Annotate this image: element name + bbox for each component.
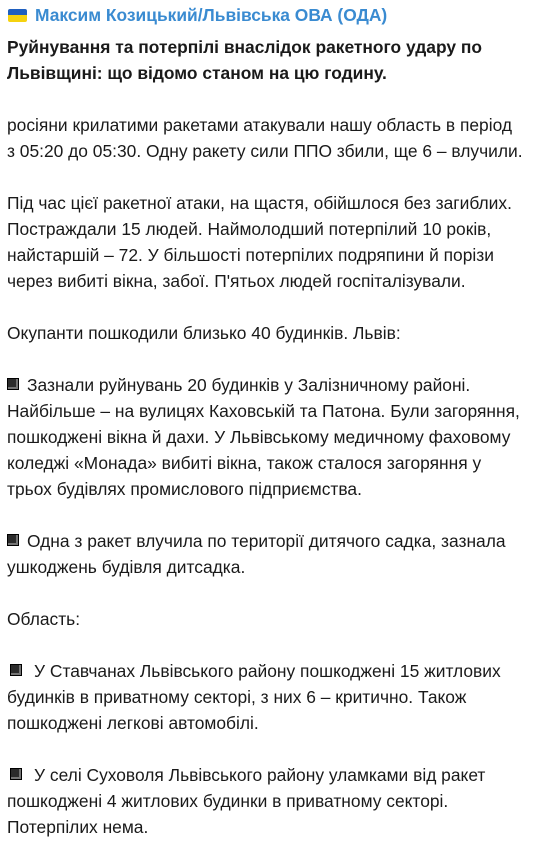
headline-line: Львівщині: що відомо станом на цю годину.	[7, 63, 387, 83]
ukraine-flag-icon	[8, 9, 27, 22]
text-line	[7, 372, 534, 398]
text-line: трьох будівлях промислового підприємства.	[7, 479, 362, 499]
text-line	[7, 528, 534, 554]
black-square-bullet-icon	[10, 664, 22, 676]
post-headline	[7, 34, 534, 86]
text-line	[7, 762, 534, 788]
paragraph-damage-summary	[7, 320, 534, 346]
flag-yellow-stripe	[8, 15, 27, 22]
text-line: росіяни крилатими ракетами атакували нашу область в період	[7, 115, 513, 135]
bullet-sukhovolia	[7, 762, 534, 840]
text-line: будинків в приватному секторі, з них 6 – критично. Також	[7, 687, 467, 707]
text-line: пошкоджені вікна й дахи. У Львівському медичному фаховому	[7, 427, 511, 447]
text-line: найстаршій – 72. У більшості потерпілих подряпини й порізи	[7, 245, 494, 265]
bullet-zaliznychnyi	[7, 372, 534, 502]
text-line: коледжі «Монада» вибиті вікна, також сталося загоряння у	[7, 453, 482, 473]
paragraph-attack-time	[7, 112, 534, 164]
text-line: Постраждали 15 людей. Наймолодший потерпілий 10 років,	[7, 219, 492, 239]
black-square-bullet-icon	[10, 768, 22, 780]
text-line: Потерпілих нема.	[7, 817, 149, 837]
text-line: пошкоджені легкові автомобілі.	[7, 713, 259, 733]
bullet-text: Зазнали руйнувань 20 будинків у Залізничному районі.	[27, 375, 471, 395]
text-line: з 05:20 до 05:30. Одну ракету сили ППО збили, ще 6 – влучили.	[7, 141, 523, 161]
bullet-text: Одна з ракет влучила по території дитячого садка, зазнала	[27, 531, 506, 551]
text-line: ушкоджень будівля дитсадка.	[7, 557, 246, 577]
bullet-text: У Ставчанах Львівського району пошкоджені 15 житлових	[34, 661, 501, 681]
text-line: Область:	[7, 609, 81, 629]
text-line	[7, 658, 534, 684]
channel-name-link[interactable]: Максим Козицький/Львівська ОВА (ОДА)	[35, 5, 388, 25]
black-square-bullet-icon	[7, 534, 19, 546]
bullet-text: У селі Суховоля Львівського району уламками від ракет	[34, 765, 486, 785]
text-line: Найбільше – на вулицях Каховській та Патона. Були загоряння,	[7, 401, 520, 421]
paragraph-region-heading	[7, 606, 534, 632]
channel-post	[0, 1, 540, 840]
post-header	[7, 1, 534, 29]
black-square-bullet-icon	[7, 378, 19, 390]
text-line: Під час цієї ракетної атаки, на щастя, обійшлося без загиблих.	[7, 193, 512, 213]
bullet-kindergarten	[7, 528, 534, 580]
text-line: пошкоджені 4 житлових будинки в приватному секторі.	[7, 791, 449, 811]
headline-line: Руйнування та потерпілі внаслідок ракетного удару по	[7, 37, 482, 57]
paragraph-casualties	[7, 190, 534, 294]
text-line: через вибиті вікна, забої. П'ятьох людей госпіталізували.	[7, 271, 466, 291]
bullet-stavchany	[7, 658, 534, 736]
text-line: Окупанти пошкодили близько 40 будинків. Львів:	[7, 323, 401, 343]
